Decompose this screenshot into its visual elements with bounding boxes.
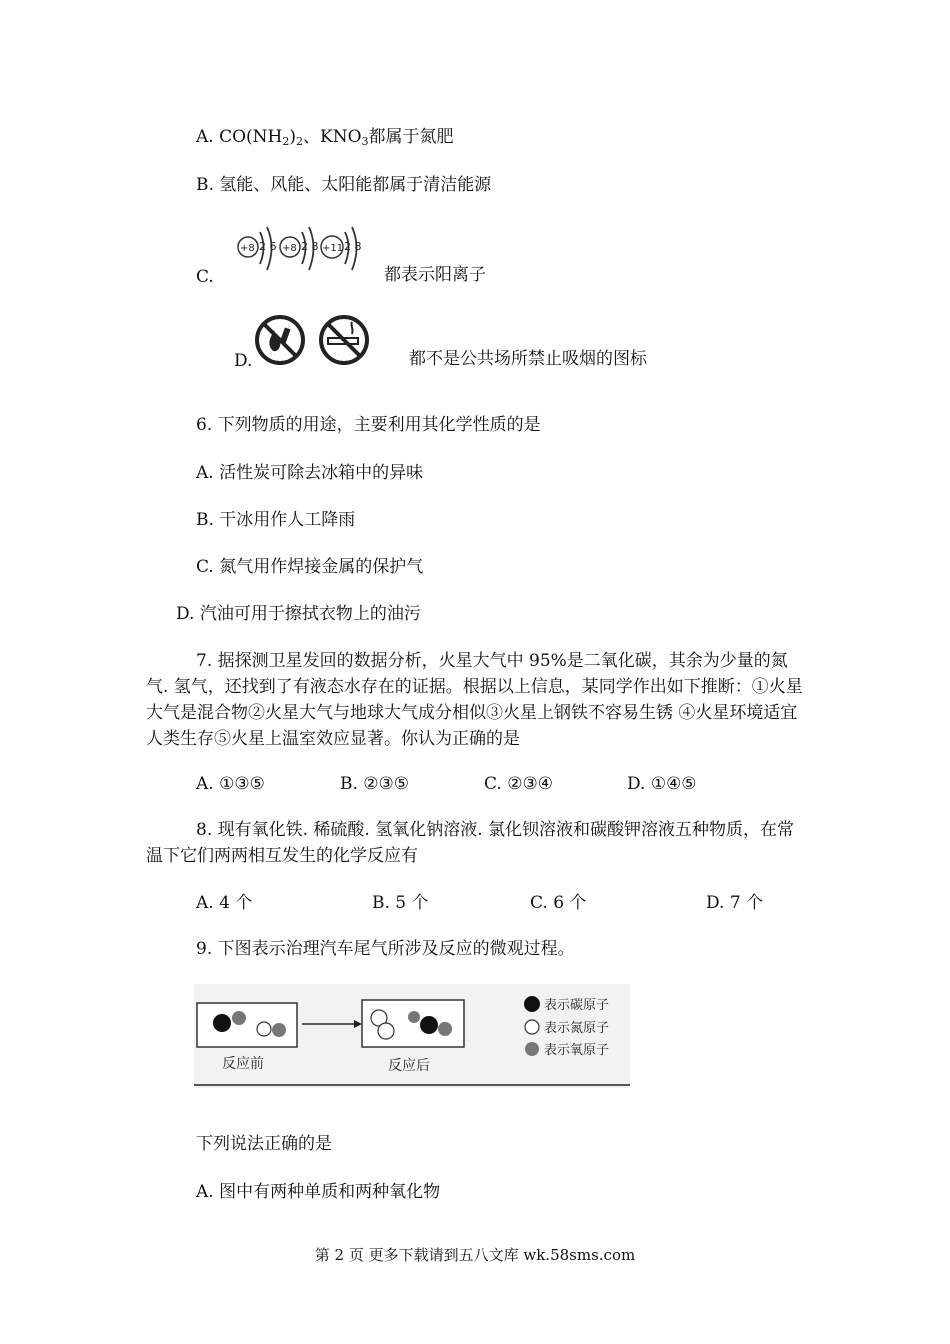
- svg-text:+8: +8: [282, 243, 297, 254]
- q5-option-d-text: 都不是公共场所禁止吸烟的图标: [409, 349, 647, 369]
- carbon-atom: [213, 1014, 231, 1032]
- carbon-atom: [420, 1016, 438, 1034]
- q5-option-c-label: C.: [196, 267, 214, 287]
- svg-text:2 8: 2 8: [344, 240, 362, 253]
- q5-option-b: B. 氢能、风能、太阳能都属于清洁能源: [196, 175, 492, 195]
- q7-option-b: B. ②③⑤: [340, 774, 410, 794]
- q6-option-a: A. 活性炭可除去冰箱中的异味: [196, 463, 424, 483]
- page-footer: 第 2 页 更多下载请到五八文库 wk.58sms.com: [314, 1246, 636, 1264]
- legend-nitrogen-label: 表示氮原子: [544, 1020, 610, 1035]
- q7-option-d: D. ①④⑤: [627, 774, 697, 794]
- q9-question: 下列说法正确的是: [196, 1134, 332, 1154]
- q8-option-b: B. 5 个: [372, 893, 429, 913]
- legend-oxygen-icon: [525, 1042, 539, 1056]
- q9-option-a: A. 图中有两种单质和两种氧化物: [196, 1182, 441, 1202]
- q6-option-d: D. 汽油可用于擦拭衣物上的油污: [176, 604, 421, 624]
- atom-diagram-1: [238, 227, 277, 270]
- oxygen-atom: [438, 1022, 452, 1036]
- q7-option-a: A. ①③⑤: [196, 774, 265, 794]
- atom-structure-diagrams: [234, 220, 364, 280]
- q6-option-c: C. 氮气用作焊接金属的保护气: [196, 557, 424, 577]
- legend-carbon-label: 表示碳原子: [544, 997, 610, 1012]
- before-label: 反应前: [222, 1055, 264, 1071]
- q5-option-a: A. $CO(NH_2)_2$、$KNO_3$都属于氮肥: [196, 127, 454, 148]
- q8-option-a: A. 4 个: [196, 893, 253, 913]
- reaction-diagram: [194, 984, 630, 1088]
- atom-diagram-2: [280, 227, 319, 270]
- nitrogen-atom: [257, 1022, 271, 1036]
- no-fire-icon: [257, 317, 303, 363]
- atom-diagram-3: [321, 227, 362, 270]
- q6-option-b: B. 干冰用作人工降雨: [196, 510, 356, 530]
- q7-stem: 7. 据探测卫星发回的数据分析，火星大气中 95%是二氧化碳，其余为少量的氮气. 氢气，还找到了有液态水存在的证据。根据以上信息，某同学作出如下推断：①火星大气是混合物②火星大气与地球大气成分相似③火星上钢铁不容易生锈 ④火星环境适宜人类生存⑤火星上温室效应显著。你认为正确的是: [146, 651, 803, 749]
- svg-text:+11: +11: [322, 243, 344, 254]
- q8-option-c: C. 6 个: [530, 893, 587, 913]
- legend-carbon-icon: [524, 996, 540, 1012]
- no-smoking-signs: [252, 314, 372, 366]
- oxygen-atom: [272, 1023, 286, 1037]
- q6-stem: 6. 下列物质的用途，主要利用其化学性质的是: [196, 415, 541, 435]
- svg-text:+8: +8: [240, 243, 255, 254]
- q5-option-d-label: D.: [234, 351, 253, 371]
- oxygen-atom: [408, 1011, 420, 1023]
- nitrogen-atom: [378, 1023, 394, 1039]
- q5-option-c-text: 都表示阳离子: [384, 265, 486, 285]
- q8-stem: 8. 现有氧化铁. 稀硫酸. 氢氧化钠溶液. 氯化钡溶液和碳酸钾溶液五种物质，在常温下它们两两相互发生的化学反应有: [146, 820, 795, 866]
- q9-stem: 9. 下图表示治理汽车尾气所涉及反应的微观过程。: [196, 939, 575, 959]
- no-smoking-icon: [321, 317, 367, 363]
- q7-option-c: C. ②③④: [484, 774, 553, 794]
- q8-option-d: D. 7 个: [706, 893, 764, 913]
- legend-oxygen-label: 表示氧原子: [544, 1042, 610, 1057]
- oxygen-atom: [232, 1011, 246, 1025]
- svg-text:2 8: 2 8: [301, 240, 319, 253]
- after-label: 反应后: [388, 1057, 430, 1073]
- svg-text:2 6: 2 6: [259, 240, 277, 253]
- legend-nitrogen-icon: [525, 1020, 539, 1034]
